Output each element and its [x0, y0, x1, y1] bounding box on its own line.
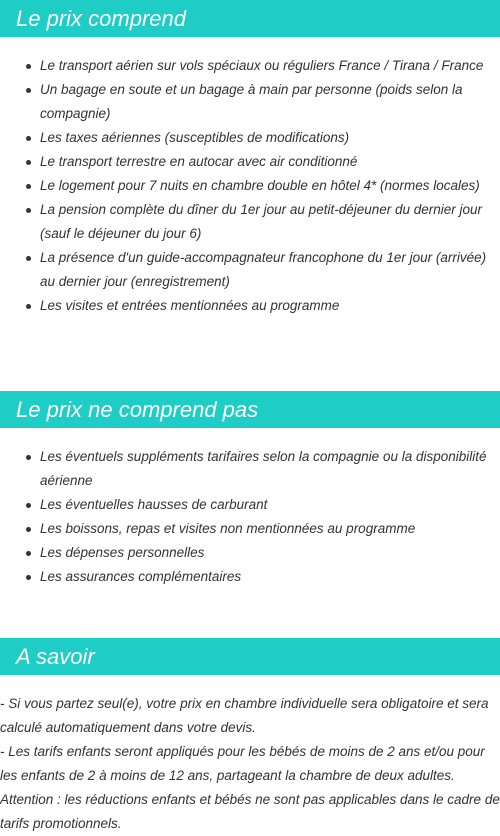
section-title: Le prix comprend: [16, 5, 186, 31]
list-item: Les visites et entrées mentionnées au programme: [0, 294, 500, 318]
list-item: Les assurances complémentaires: [0, 565, 500, 589]
bullet-icon: [26, 208, 31, 213]
a-savoir-text: [0, 692, 500, 836]
bullet-icon: [26, 455, 31, 460]
bullet-icon: [26, 88, 31, 93]
paragraph: - Si vous partez seul(e), votre prix en chambre individuelle sera obligatoire et sera calculé automatiquement dans votre devis.: [0, 696, 489, 735]
paragraph: Attention : les réductions enfants et bébés ne sont pas applicables dans le cadre de tarifs promotionnels.: [0, 792, 500, 831]
list-prix-ne-comprend-pas: [0, 445, 500, 589]
bullet-icon: [26, 64, 31, 69]
bullet-icon: [26, 136, 31, 141]
section-header-prix-ne-comprend-pas: [0, 391, 500, 428]
list-item: Un bagage en soute et un bagage à main par personne (poids selon la compagnie): [0, 78, 500, 126]
list-item: Les taxes aériennes (susceptibles de modifications): [0, 126, 500, 150]
list-item: La pension complète du dîner du 1er jour au petit-déjeuner du dernier jour (sauf le déjeuner du jour 6): [0, 198, 500, 246]
section-header-a-savoir: [0, 638, 500, 675]
bullet-icon: [26, 575, 31, 580]
bullet-icon: [26, 256, 31, 261]
bullet-icon: [26, 551, 31, 556]
list-item: Les boissons, repas et visites non mentionnées au programme: [0, 517, 500, 541]
list-item: Les dépenses personnelles: [0, 541, 500, 565]
bullet-icon: [26, 503, 31, 508]
bullet-icon: [26, 160, 31, 165]
bullet-icon: [26, 304, 31, 309]
bullet-icon: [26, 184, 31, 189]
section-title: A savoir: [16, 643, 95, 669]
section-header-prix-comprend: [0, 0, 500, 37]
list-item: Les éventuels suppléments tarifaires selon la compagnie ou la disponibilité aérienne: [0, 445, 500, 493]
section-title: Le prix ne comprend pas: [16, 396, 259, 422]
bullet-icon: [26, 527, 31, 532]
paragraph: - Les tarifs enfants seront appliqués pour les bébés de moins de 2 ans et/ou pour les enfants de 2 à moins de 12 ans, partageant la chambre de deux adultes.: [0, 744, 485, 783]
list-item: Le logement pour 7 nuits en chambre double en hôtel 4* (normes locales): [0, 174, 500, 198]
list-item: Les éventuelles hausses de carburant: [0, 493, 500, 517]
list-item: La présence d'un guide-accompagnateur francophone du 1er jour (arrivée) au dernier jour (enregistrement): [0, 246, 500, 294]
list-item: Le transport terrestre en autocar avec air conditionné: [0, 150, 500, 174]
list-prix-comprend: [0, 54, 500, 318]
list-item: Le transport aérien sur vols spéciaux ou réguliers France / Tirana / France: [0, 54, 500, 78]
